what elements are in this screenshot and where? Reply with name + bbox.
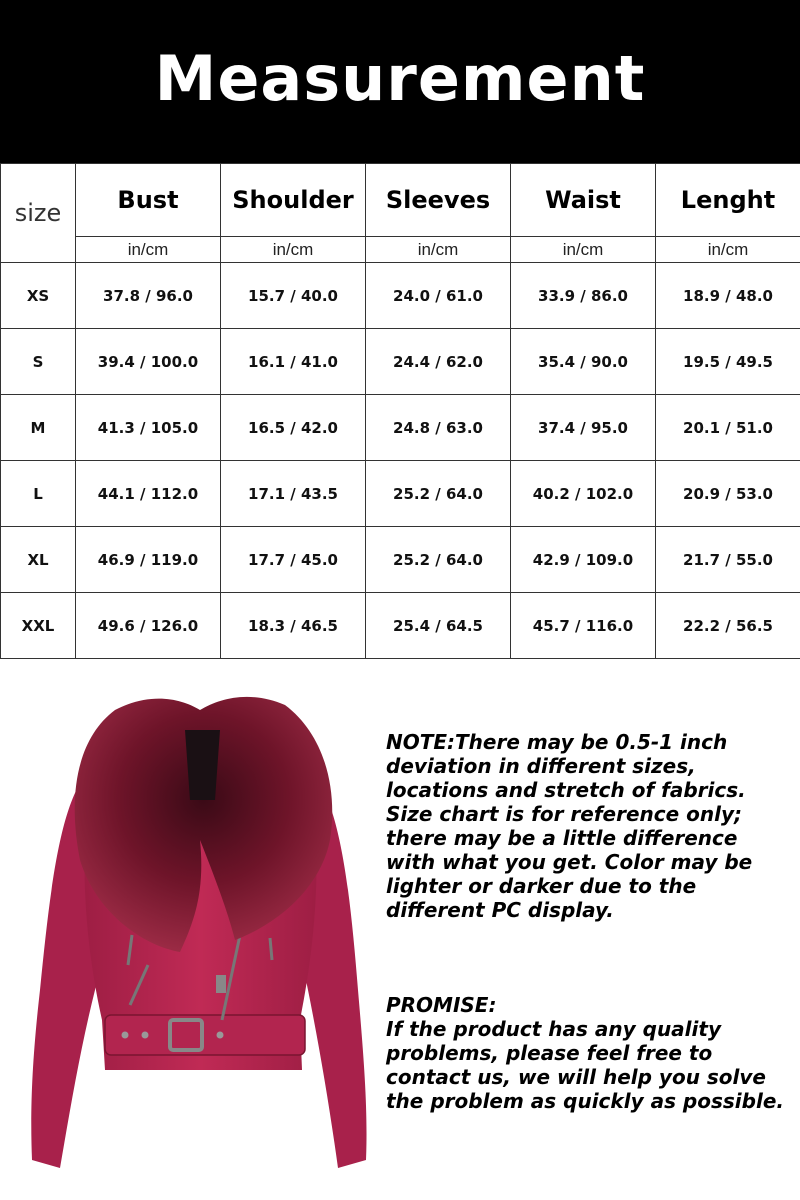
table-header-row [1, 164, 800, 237]
value-cell: 35.4 / 90.0 [511, 329, 656, 395]
value-cell: 45.7 / 116.0 [511, 593, 656, 659]
value-cell: 16.1 / 41.0 [221, 329, 366, 395]
value-cell: 25.2 / 64.0 [366, 527, 511, 593]
size-cell: M [1, 395, 76, 461]
value-cell: 15.7 / 40.0 [221, 263, 366, 329]
page-header [0, 0, 800, 163]
value-cell: 18.9 / 48.0 [656, 263, 800, 329]
jacket-illustration [20, 690, 380, 1190]
value-cell: 37.8 / 96.0 [76, 263, 221, 329]
size-cell: XXL [1, 593, 76, 659]
value-cell: 25.4 / 64.5 [366, 593, 511, 659]
column-header-sleeves: Sleeves [366, 164, 511, 237]
table-unit-row [1, 237, 800, 263]
value-cell: 40.2 / 102.0 [511, 461, 656, 527]
value-cell: 41.3 / 105.0 [76, 395, 221, 461]
value-cell: 46.9 / 119.0 [76, 527, 221, 593]
product-image [20, 690, 380, 1190]
promise-block [386, 993, 786, 1113]
value-cell: 17.7 / 45.0 [221, 527, 366, 593]
column-header-bust: Bust [76, 164, 221, 237]
value-cell: 17.1 / 43.5 [221, 461, 366, 527]
size-cell: L [1, 461, 76, 527]
value-cell: 39.4 / 100.0 [76, 329, 221, 395]
value-cell: 37.4 / 95.0 [511, 395, 656, 461]
value-cell: 24.4 / 62.0 [366, 329, 511, 395]
value-cell: 42.9 / 109.0 [511, 527, 656, 593]
unit-label: in/cm [656, 237, 800, 263]
value-cell: 44.1 / 112.0 [76, 461, 221, 527]
value-cell: 24.8 / 63.0 [366, 395, 511, 461]
unit-label: in/cm [221, 237, 366, 263]
value-cell: 25.2 / 64.0 [366, 461, 511, 527]
column-header-waist: Waist [511, 164, 656, 237]
table-row [1, 593, 800, 659]
unit-label: in/cm [366, 237, 511, 263]
value-cell: 18.3 / 46.5 [221, 593, 366, 659]
value-cell: 20.1 / 51.0 [656, 395, 800, 461]
column-header-length: Lenght [656, 164, 800, 237]
value-cell: 16.5 / 42.0 [221, 395, 366, 461]
page-title: Measurement [154, 42, 646, 115]
size-cell: S [1, 329, 76, 395]
column-header-shoulder: Shoulder [221, 164, 366, 237]
promise-text: If the product has any quality problems, please feel free to contact us, we will help you solve the problem as quickly as possible. [386, 1017, 784, 1113]
unit-label: in/cm [76, 237, 221, 263]
promise-title: PROMISE: [386, 993, 497, 1017]
table-row [1, 263, 800, 329]
note-text: NOTE:There may be 0.5-1 inch deviation in different sizes, locations and stretch of fabrics. Size chart is for reference only; there may be a little difference with what you get. Color may be lighter or darker due to the different PC display. [386, 730, 753, 922]
value-cell: 20.9 / 53.0 [656, 461, 800, 527]
table-row [1, 395, 800, 461]
size-cell: XL [1, 527, 76, 593]
size-chart-table [0, 163, 800, 659]
unit-label: in/cm [511, 237, 656, 263]
value-cell: 21.7 / 55.0 [656, 527, 800, 593]
size-column-header: size [1, 164, 76, 263]
value-cell: 22.2 / 56.5 [656, 593, 800, 659]
value-cell: 19.5 / 49.5 [656, 329, 800, 395]
value-cell: 33.9 / 86.0 [511, 263, 656, 329]
table-row [1, 527, 800, 593]
value-cell: 49.6 / 126.0 [76, 593, 221, 659]
size-cell: XS [1, 263, 76, 329]
table-row [1, 329, 800, 395]
value-cell: 24.0 / 61.0 [366, 263, 511, 329]
table-row [1, 461, 800, 527]
